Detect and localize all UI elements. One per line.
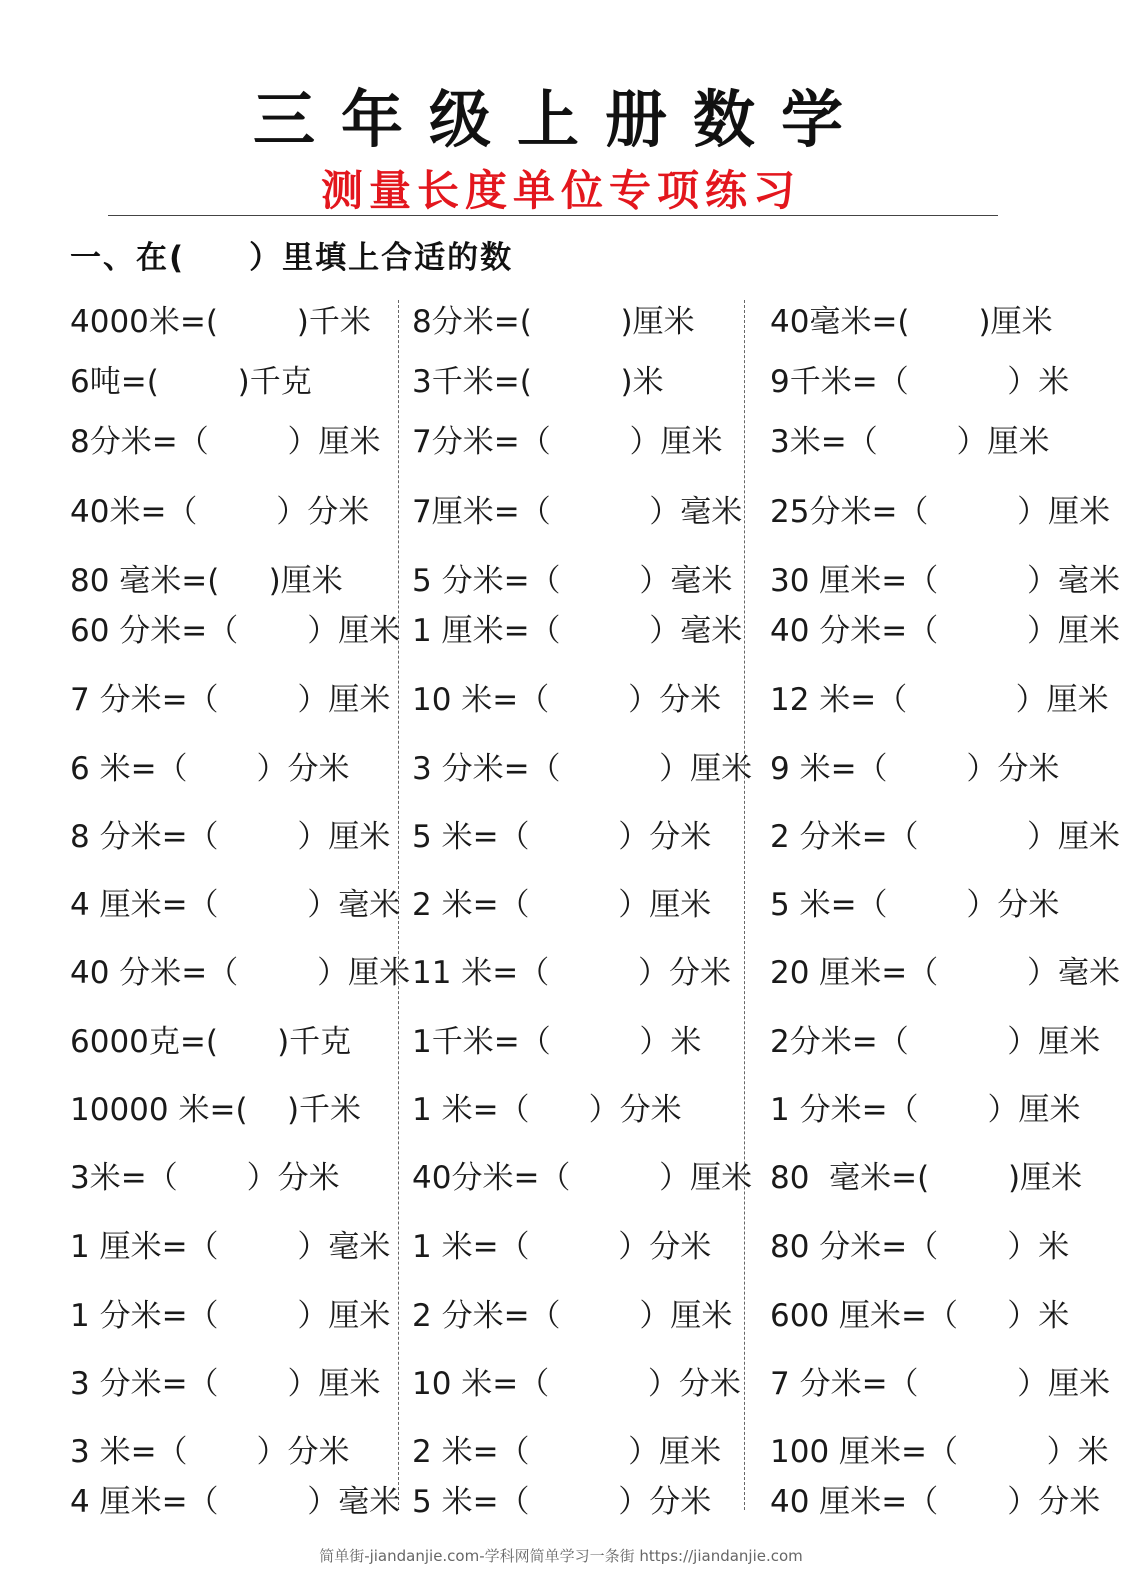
exercise-item: 3 分米=（ ）厘米 xyxy=(70,1366,381,1402)
exercise-item: 1 厘米=（ ）毫米 xyxy=(70,1229,391,1265)
exercise-item: 40 厘米=（ ）分米 xyxy=(770,1484,1101,1520)
exercise-item: 5 米=（ ）分米 xyxy=(412,1484,712,1520)
exercise-item: 20 厘米=（ ）毫米 xyxy=(770,955,1120,991)
footer-watermark: 简单街-jiandanjie.com-学科网简单学习一条街 https://jiandanjie.com xyxy=(319,1547,803,1565)
exercise-item: 10 米=（ ）分米 xyxy=(412,1366,741,1402)
exercise-item: 8分米=( )厘米 xyxy=(412,304,695,340)
exercise-item: 80 毫米=( )厘米 xyxy=(770,1160,1083,1196)
exercise-item: 1 分米=（ ）厘米 xyxy=(770,1092,1081,1128)
exercise-item: 7分米=（ ）厘米 xyxy=(412,424,723,460)
exercise-item: 1 厘米=（ ）毫米 xyxy=(412,613,743,649)
exercise-item: 5 米=（ ）分米 xyxy=(412,819,712,855)
exercise-item: 40米=（ ）分米 xyxy=(70,494,370,530)
exercise-item: 2 米=（ ）厘米 xyxy=(412,1434,722,1470)
exercise-item: 12 米=（ ）厘米 xyxy=(770,682,1109,718)
exercise-item: 40 分米=（ ）厘米 xyxy=(70,955,411,991)
exercise-item: 6吨=( )千克 xyxy=(70,364,312,400)
exercise-item: 1 米=（ ）分米 xyxy=(412,1229,712,1265)
exercise-item: 3米=（ ）厘米 xyxy=(770,424,1050,460)
exercise-item: 7 分米=（ ）厘米 xyxy=(70,682,391,718)
exercise-item: 100 厘米=（ ）米 xyxy=(770,1434,1109,1470)
page-title: 三年级上册数学 xyxy=(252,83,869,156)
exercise-item: 25分米=（ ）厘米 xyxy=(770,494,1111,530)
exercise-item: 6 米=（ ）分米 xyxy=(70,751,350,787)
exercise-item: 3千米=( )米 xyxy=(412,364,664,400)
exercise-item: 11 米=（ ）分米 xyxy=(412,955,731,991)
exercise-item: 10000 米=( )千米 xyxy=(70,1092,362,1128)
page-subtitle: 测量长度单位专项练习 xyxy=(320,166,801,215)
exercise-item: 80 毫米=( )厘米 xyxy=(70,563,343,599)
exercise-item: 8 分米=（ ）厘米 xyxy=(70,819,391,855)
exercise-item: 2 米=（ ）厘米 xyxy=(412,887,712,923)
exercise-item: 80 分米=（ ）米 xyxy=(770,1229,1070,1265)
exercise-item: 5 分米=（ ）毫米 xyxy=(412,563,733,599)
exercise-item: 9 米=（ ）分米 xyxy=(770,751,1060,787)
exercise-item: 6000克=( )千克 xyxy=(70,1024,352,1060)
exercise-item: 3 米=（ ）分米 xyxy=(70,1434,350,1470)
exercise-item: 1 米=（ ）分米 xyxy=(412,1092,682,1128)
exercise-item: 1千米=（ ）米 xyxy=(412,1024,702,1060)
exercise-item: 7 分米=（ ）厘米 xyxy=(770,1366,1111,1402)
exercise-item: 1 分米=（ ）厘米 xyxy=(70,1298,391,1334)
title-divider xyxy=(108,215,998,216)
exercise-item: 2 分米=（ ）厘米 xyxy=(770,819,1120,855)
exercise-item: 3米=（ ）分米 xyxy=(70,1160,340,1196)
column-divider xyxy=(744,300,745,1510)
exercise-item: 60 分米=（ ）厘米 xyxy=(70,613,401,649)
exercise-item: 40分米=（ ）厘米 xyxy=(412,1160,753,1196)
exercise-item: 7厘米=（ ）毫米 xyxy=(412,494,743,530)
exercise-item: 10 米=（ ）分米 xyxy=(412,682,722,718)
exercise-item: 4000米=( )千米 xyxy=(70,304,371,340)
exercise-item: 4 厘米=（ ）毫米 xyxy=(70,1484,401,1520)
exercise-item: 40 分米=（ ）厘米 xyxy=(770,613,1120,649)
exercise-item: 600 厘米=（ ）米 xyxy=(770,1298,1070,1334)
exercise-item: 2分米=（ ）厘米 xyxy=(770,1024,1101,1060)
exercise-item: 2 分米=（ ）厘米 xyxy=(412,1298,733,1334)
exercise-item: 3 分米=（ ）厘米 xyxy=(412,751,753,787)
exercise-item: 4 厘米=（ ）毫米 xyxy=(70,887,401,923)
exercise-item: 5 米=（ ）分米 xyxy=(770,887,1060,923)
exercise-item: 40毫米=( )厘米 xyxy=(770,304,1053,340)
exercise-item: 9千米=（ ）米 xyxy=(770,364,1070,400)
exercise-item: 30 厘米=（ ）毫米 xyxy=(770,563,1120,599)
section-heading: 一、在( ）里填上合适的数 xyxy=(70,240,514,276)
exercise-item: 8分米=（ ）厘米 xyxy=(70,424,381,460)
